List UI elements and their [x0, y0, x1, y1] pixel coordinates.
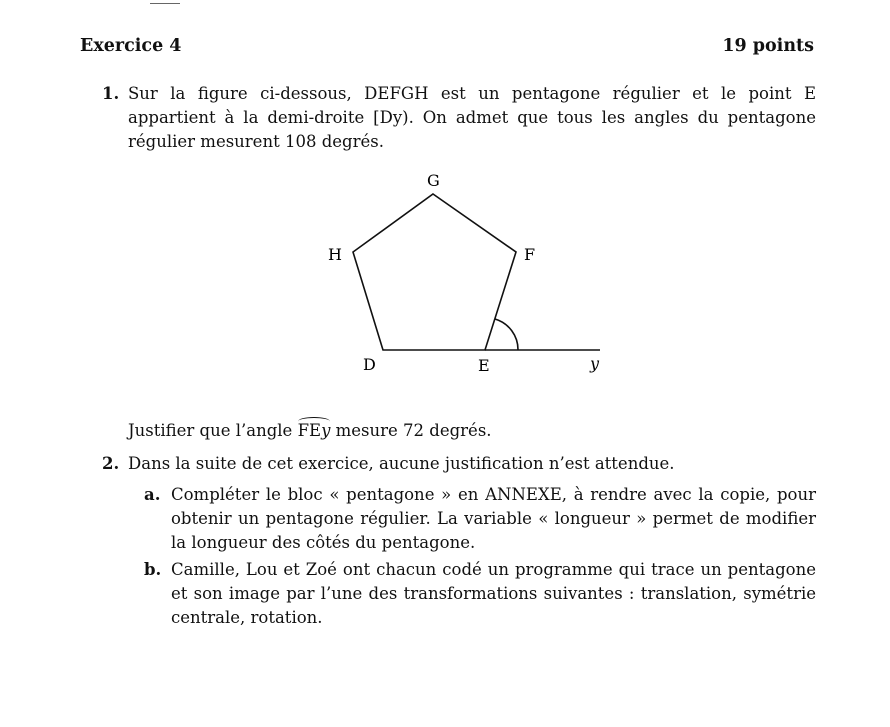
question-2: [102, 452, 816, 476]
question-2-text: Dans la suite de cet exercice, aucune justification n’est attendue.: [128, 454, 675, 473]
previous-page-fragment: [150, 0, 370, 4]
question-2b: [144, 558, 816, 630]
justify-instruction: [128, 421, 492, 440]
question-1-number: 1.: [102, 84, 120, 103]
question-2b-label: b.: [144, 560, 162, 579]
question-2-number: 2.: [102, 454, 120, 473]
pentagon-defgh: [353, 194, 516, 350]
question-2a-text: Compléter le bloc « pentagone » en ANNEXE, à rendre avec la copie, pour obtenir un pentagone régulier. La variable « longueur » permet de modifier la longueur des côtés du pentagone.: [171, 485, 816, 552]
question-1-text: Sur la figure ci-dessous, DEFGH est un pentagone régulier et le point E appartient à la demi-droite [Dy). On admet que tous les angles du pentagone régulier mesurent 108 degrés.: [128, 84, 816, 151]
justify-after: mesure 72 degrés.: [330, 421, 492, 440]
angle-arc-fey: [495, 319, 518, 350]
angle-main: FE: [297, 421, 322, 440]
label-d: D: [363, 355, 376, 374]
label-g: G: [427, 171, 440, 190]
angle-notation: [298, 421, 331, 440]
question-2a-label: a.: [144, 485, 161, 504]
exercise-title: Exercice 4: [80, 36, 182, 56]
justify-before: Justifier que l’angle: [128, 421, 298, 440]
label-e: E: [478, 356, 490, 375]
label-h: H: [328, 245, 342, 264]
exercise-header: [80, 36, 814, 60]
question-2a: [144, 483, 816, 555]
pentagon-figure: [320, 168, 620, 378]
question-2b-text: Camille, Lou et Zoé ont chacun codé un programme qui trace un pentagone et son image par l’une des transformations suivantes : translation, symétrie centrale, rotation.: [171, 560, 816, 627]
label-y: y: [590, 354, 600, 373]
question-1: [102, 82, 816, 154]
exercise-points: 19 points: [722, 36, 814, 56]
label-f: F: [524, 245, 536, 264]
pentagon-diagram: [320, 168, 620, 378]
angle-var: y: [321, 421, 331, 440]
